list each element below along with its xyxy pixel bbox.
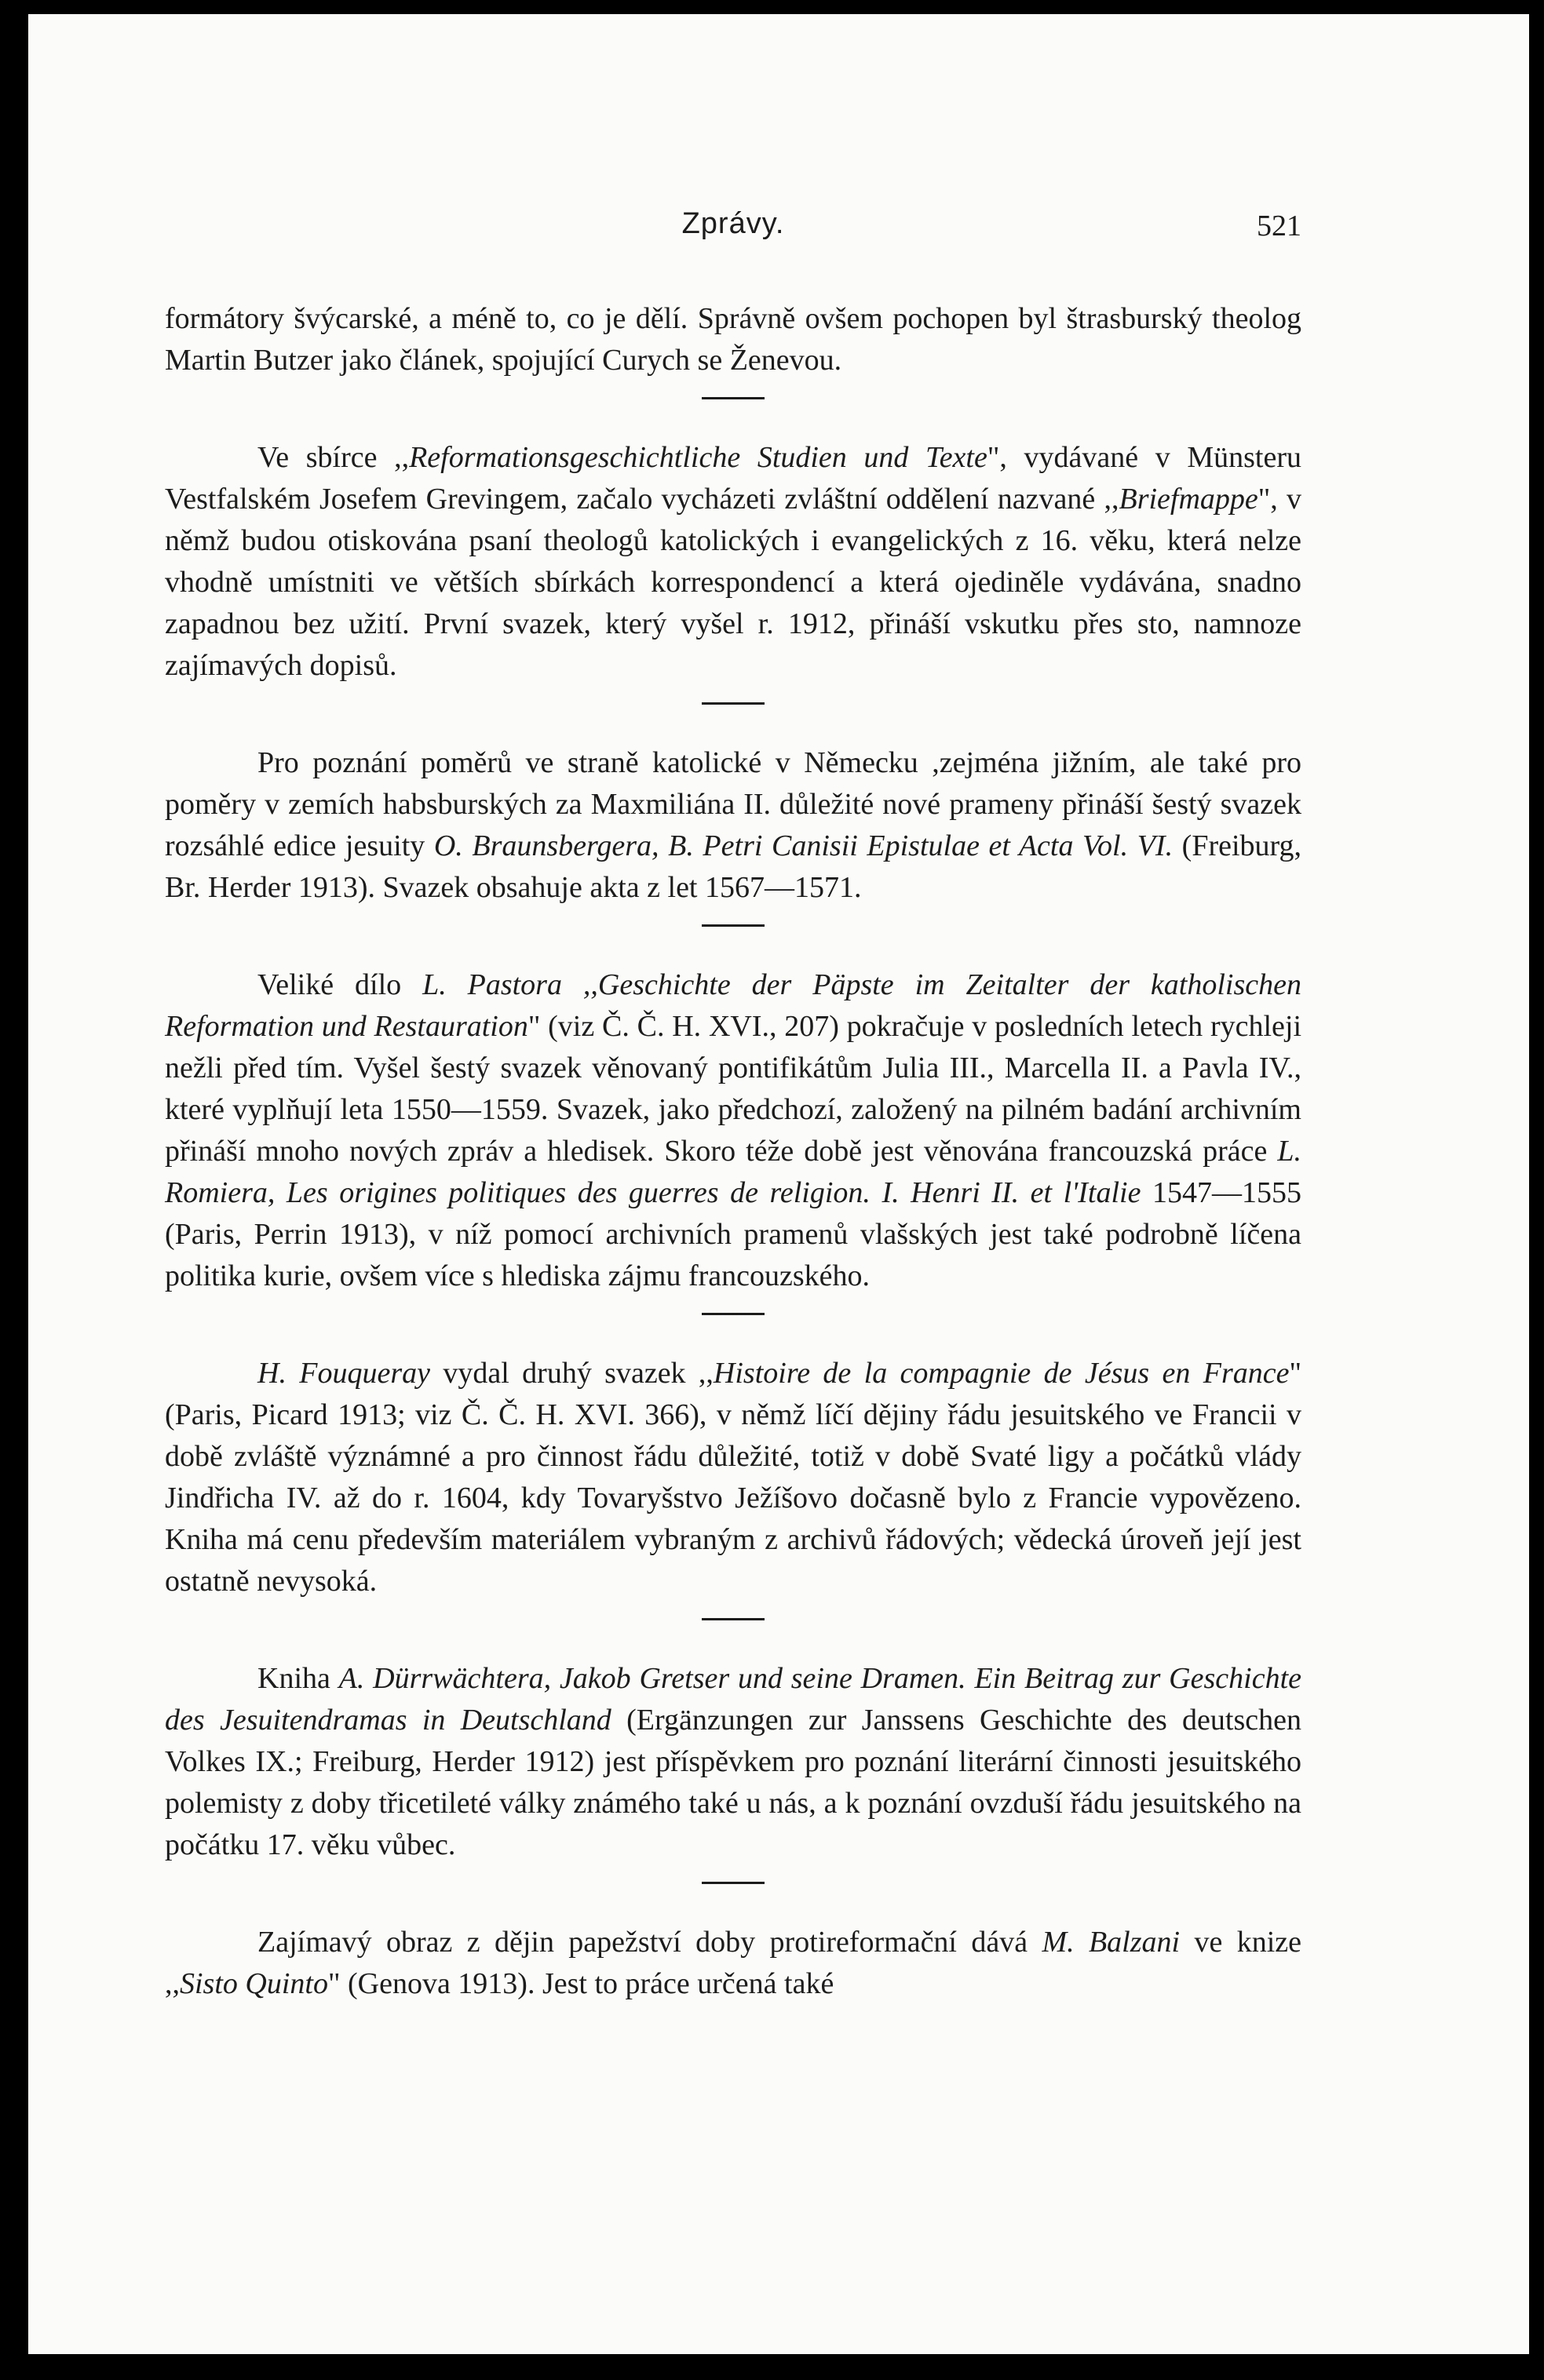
- separator-rule: [702, 1618, 765, 1620]
- separator-rule: [702, 924, 765, 927]
- page-number: 521: [1257, 210, 1301, 242]
- paragraph-6: Kniha A. Dürrwächtera, Jakob Gretser und seine Dramen. Ein Beitrag zur Geschichte des Jesuitendramas in Deutschland (Ergänzungen zur Janssens Geschichte des deutschen Volkes IX.; Freiburg, Herder 1912) jest příspěvkem pro poznání literární činnosti jesuitského polemisty z doby třicetileté války známého také u nás, a k poznání ovzduší řádu jesuitského na počátku 17. věku vůbec.: [165, 1662, 1302, 1861]
- paragraph-2: Ve sbírce ,,Reformationsgeschichtliche Studien und Texte", vydávané v Münsteru Vestfalském Josefem Grevingem, začalo vycházeti zvláštní oddělení nazvané ,,Briefmappe", v němž budou otiskována psaní theologů katolických i evangelických z 16. věku, která nelze vhodně umístniti ve větších sbírkách korrespondencí a která ojediněle vydávána, snadno zapadnou bez užití. První svazek, který vyšel r. 1912, přináší vskutku přes sto, namnoze zajímavých dopisů.: [165, 441, 1302, 682]
- body-text: [165, 298, 1301, 2005]
- paragraph-1: formátory švýcarské, a méně to, co je dělí. Správně ovšem pochopen byl štrasburský theolog Martin Butzer jako článek, spojující Curych se Ženevou.: [165, 302, 1301, 377]
- running-head: Zprávy.: [681, 207, 785, 240]
- paragraph-7: Zajímavý obraz z dějin papežství doby protireformační dává M. Balzani ve knize ,,Sisto Quinto" (Genova 1913). Jest to práce určená také: [165, 1926, 1301, 2000]
- page-header: [165, 207, 1301, 254]
- separator-rule: [702, 397, 765, 399]
- book-page: [28, 14, 1529, 2354]
- separator-rule: [702, 1313, 765, 1315]
- separator-rule: [702, 1882, 765, 1884]
- paragraph-4: Veliké dílo L. Pastora ,,Geschichte der Päpste im Zeitalter der katholischen Reformation und Restauration" (viz Č. Č. H. XVI., 207) pokračuje v posledních letech rychleji nežli před tím. Vyšel šestý svazek věnovaný pontifikátům Julia III., Marcella II. a Pavla IV., které vyplňují leta 1550—1559. Svazek, jako předchozí, založený na pilném badání archivním přináší mnoho nových zpráv a hledisek. Skoro téže době jest věnována francouzská práce L. Romiera, Les origines politiques des guerres de religion. I. Henri II. et l'Italie 1547—1555 (Paris, Perrin 1913), v níž pomocí archivních pramenů vlašských jest také podrobně líčena politika kurie, ovšem více s hlediska zájmu francouzského.: [165, 968, 1302, 1292]
- paragraph-3: Pro poznání poměrů ve straně katolické v Německu ,zejména jižním, ale také pro poměry v zemích habsburských za Maxmiliána II. důležité nové prameny přináší šestý svazek rozsáhlé edice jesuity O. Braunsbergera, B. Petri Canisii Epistulae et Acta Vol. VI. (Freiburg, Br. Herder 1913). Svazek obsahuje akta z let 1567—1571.: [165, 746, 1301, 904]
- separator-rule: [702, 702, 765, 705]
- paragraph-5: H. Fouqueray vydal druhý svazek ,,Histoire de la compagnie de Jésus en France" (Paris, Picard 1913; viz Č. Č. H. XVI. 366), v němž líčí dějiny řádu jesuitského ve Francii v době zvláště význámné a pro činnost řádu důležité, totiž v době Svaté ligy a počátků vlády Jindřicha IV. až do r. 1604, kdy Tovaryšstvo Ježíšovo dočasně bylo z Francie vypovězeno. Kniha má cenu především materiálem vybraným z archivů řádových; vědecká úroveň její jest ostatně nevysoká.: [165, 1357, 1301, 1598]
